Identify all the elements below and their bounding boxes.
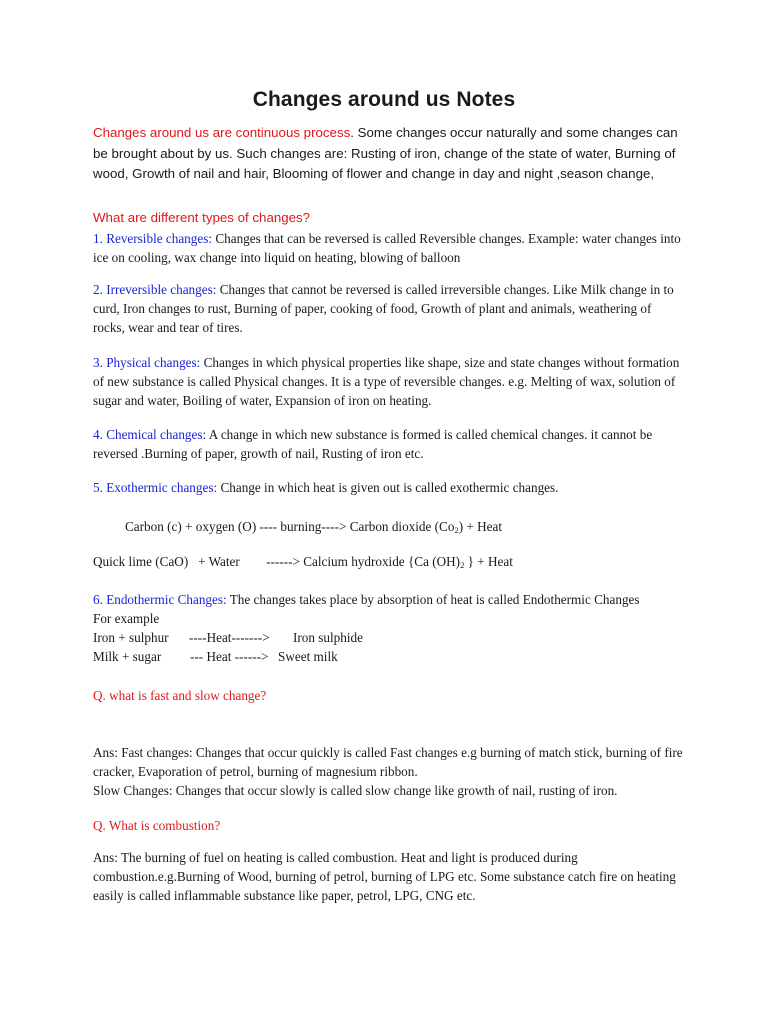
equation-carbon-a: Carbon (c) + oxygen (O) ---- burning----> Carbon dioxide (Co <box>125 519 455 534</box>
exothermic-paragraph <box>93 478 683 497</box>
chemical-text: A change in which new substance is formed is called chemical changes. it cannot be reversed .Burning of paper, growth of nail, Rusting of iron etc. <box>93 427 653 461</box>
answer-fast-slow <box>93 743 683 800</box>
physical-paragraph <box>93 353 683 410</box>
physical-text: Changes in which physical properties like shape, size and state changes without formation of new substance is called Physical changes. It is a type of reversible changes. e.g. Melting of wax, solution of sugar and water, Boiling of water, Expansion of iron on heating. <box>93 355 680 408</box>
equation-quicklime-a: Quick lime (CaO) + Water ------> Calcium hydroxide {Ca (OH) <box>93 554 461 569</box>
answer-slow: Slow Changes: Changes that occur slowly is called slow change like growth of nail, rusting of iron. <box>93 783 618 798</box>
exothermic-text: Change in which heat is given out is called exothermic changes. <box>217 480 559 495</box>
reversible-paragraph <box>93 229 683 267</box>
page-title: Changes around us Notes <box>252 88 516 111</box>
endothermic-paragraph <box>93 590 683 628</box>
endothermic-example-label: For example <box>93 611 160 626</box>
answer-combustion: Ans: The burning of fuel on heating is called combustion. Heat and light is produced during combustion.e.g.Burning of Wood, burning of petrol, burning of LPG etc. Some substance catch fire on heating easily is called inflammable substance like paper, petrol, LPG, CNG etc. <box>93 850 676 903</box>
intro-paragraph <box>93 123 683 185</box>
irreversible-paragraph <box>93 280 683 337</box>
irreversible-label: 2. Irreversible changes: <box>93 282 217 297</box>
endothermic-row-2-right: Sweet milk <box>278 649 338 664</box>
exothermic-label: 5. Exothermic changes: <box>93 480 218 495</box>
answer-fast: Ans: Fast changes: Changes that occur quickly is called Fast changes e.g burning of match stick, burning of fire cracker, Evaporation of petrol, burning of magnesium ribbon. <box>93 745 683 779</box>
equation-quicklime-subscript: 2 <box>460 560 465 570</box>
intro-highlight: Changes around us are continuous process <box>93 125 351 140</box>
endothermic-text: The changes takes place by absorption of heat is called Endothermic Changes <box>226 592 640 607</box>
endothermic-row-1-mid: ----Heat-------> <box>189 630 270 645</box>
endothermic-label: 6. Endothermic Changes: <box>93 592 227 607</box>
physical-label: 3. Physical changes: <box>93 355 201 370</box>
intro-text: . Some changes occur naturally and some changes can be brought about by us. Such changes are: Rusting of iron, change of the state of water, Burning of wood, Growth of nail and hair, Blooming of flower and change in day and night ,season change, <box>93 125 678 181</box>
chemical-paragraph <box>93 425 683 463</box>
chemical-label: 4. Chemical changes: <box>93 427 207 442</box>
endothermic-row-1-left: Iron + sulphur <box>93 630 169 645</box>
endothermic-row-2-left: Milk + sugar <box>93 649 162 664</box>
reversible-text: Changes that can be reversed is called Reversible changes. Example: water changes into ice on cooling, wax change into liquid on heating, blowing of balloon <box>93 231 681 265</box>
equation-quicklime-b: } + Heat <box>464 554 513 569</box>
irreversible-text: Changes that cannot be reversed is called irreversible changes. Like Milk change in to curd, Iron changes to rust, Burning of paper, cooking of food, Growth of plant and animals, weathering of rocks, wear and tear of tires. <box>93 282 674 335</box>
equation-carbon-b: ) + Heat <box>458 519 503 534</box>
types-question: What are different types of changes? <box>93 210 311 225</box>
endothermic-row-1-right: Iron sulphide <box>293 630 363 645</box>
question-combustion: Q. What is combustion? <box>93 818 221 833</box>
reversible-label: 1. Reversible changes: <box>93 231 213 246</box>
endothermic-row-2-mid: --- Heat ------> <box>190 649 269 664</box>
equation-carbon <box>125 517 502 536</box>
question-fast-slow: Q. what is fast and slow change? <box>93 688 267 703</box>
equation-carbon-subscript: 2 <box>454 525 459 535</box>
equation-quicklime <box>93 552 513 571</box>
